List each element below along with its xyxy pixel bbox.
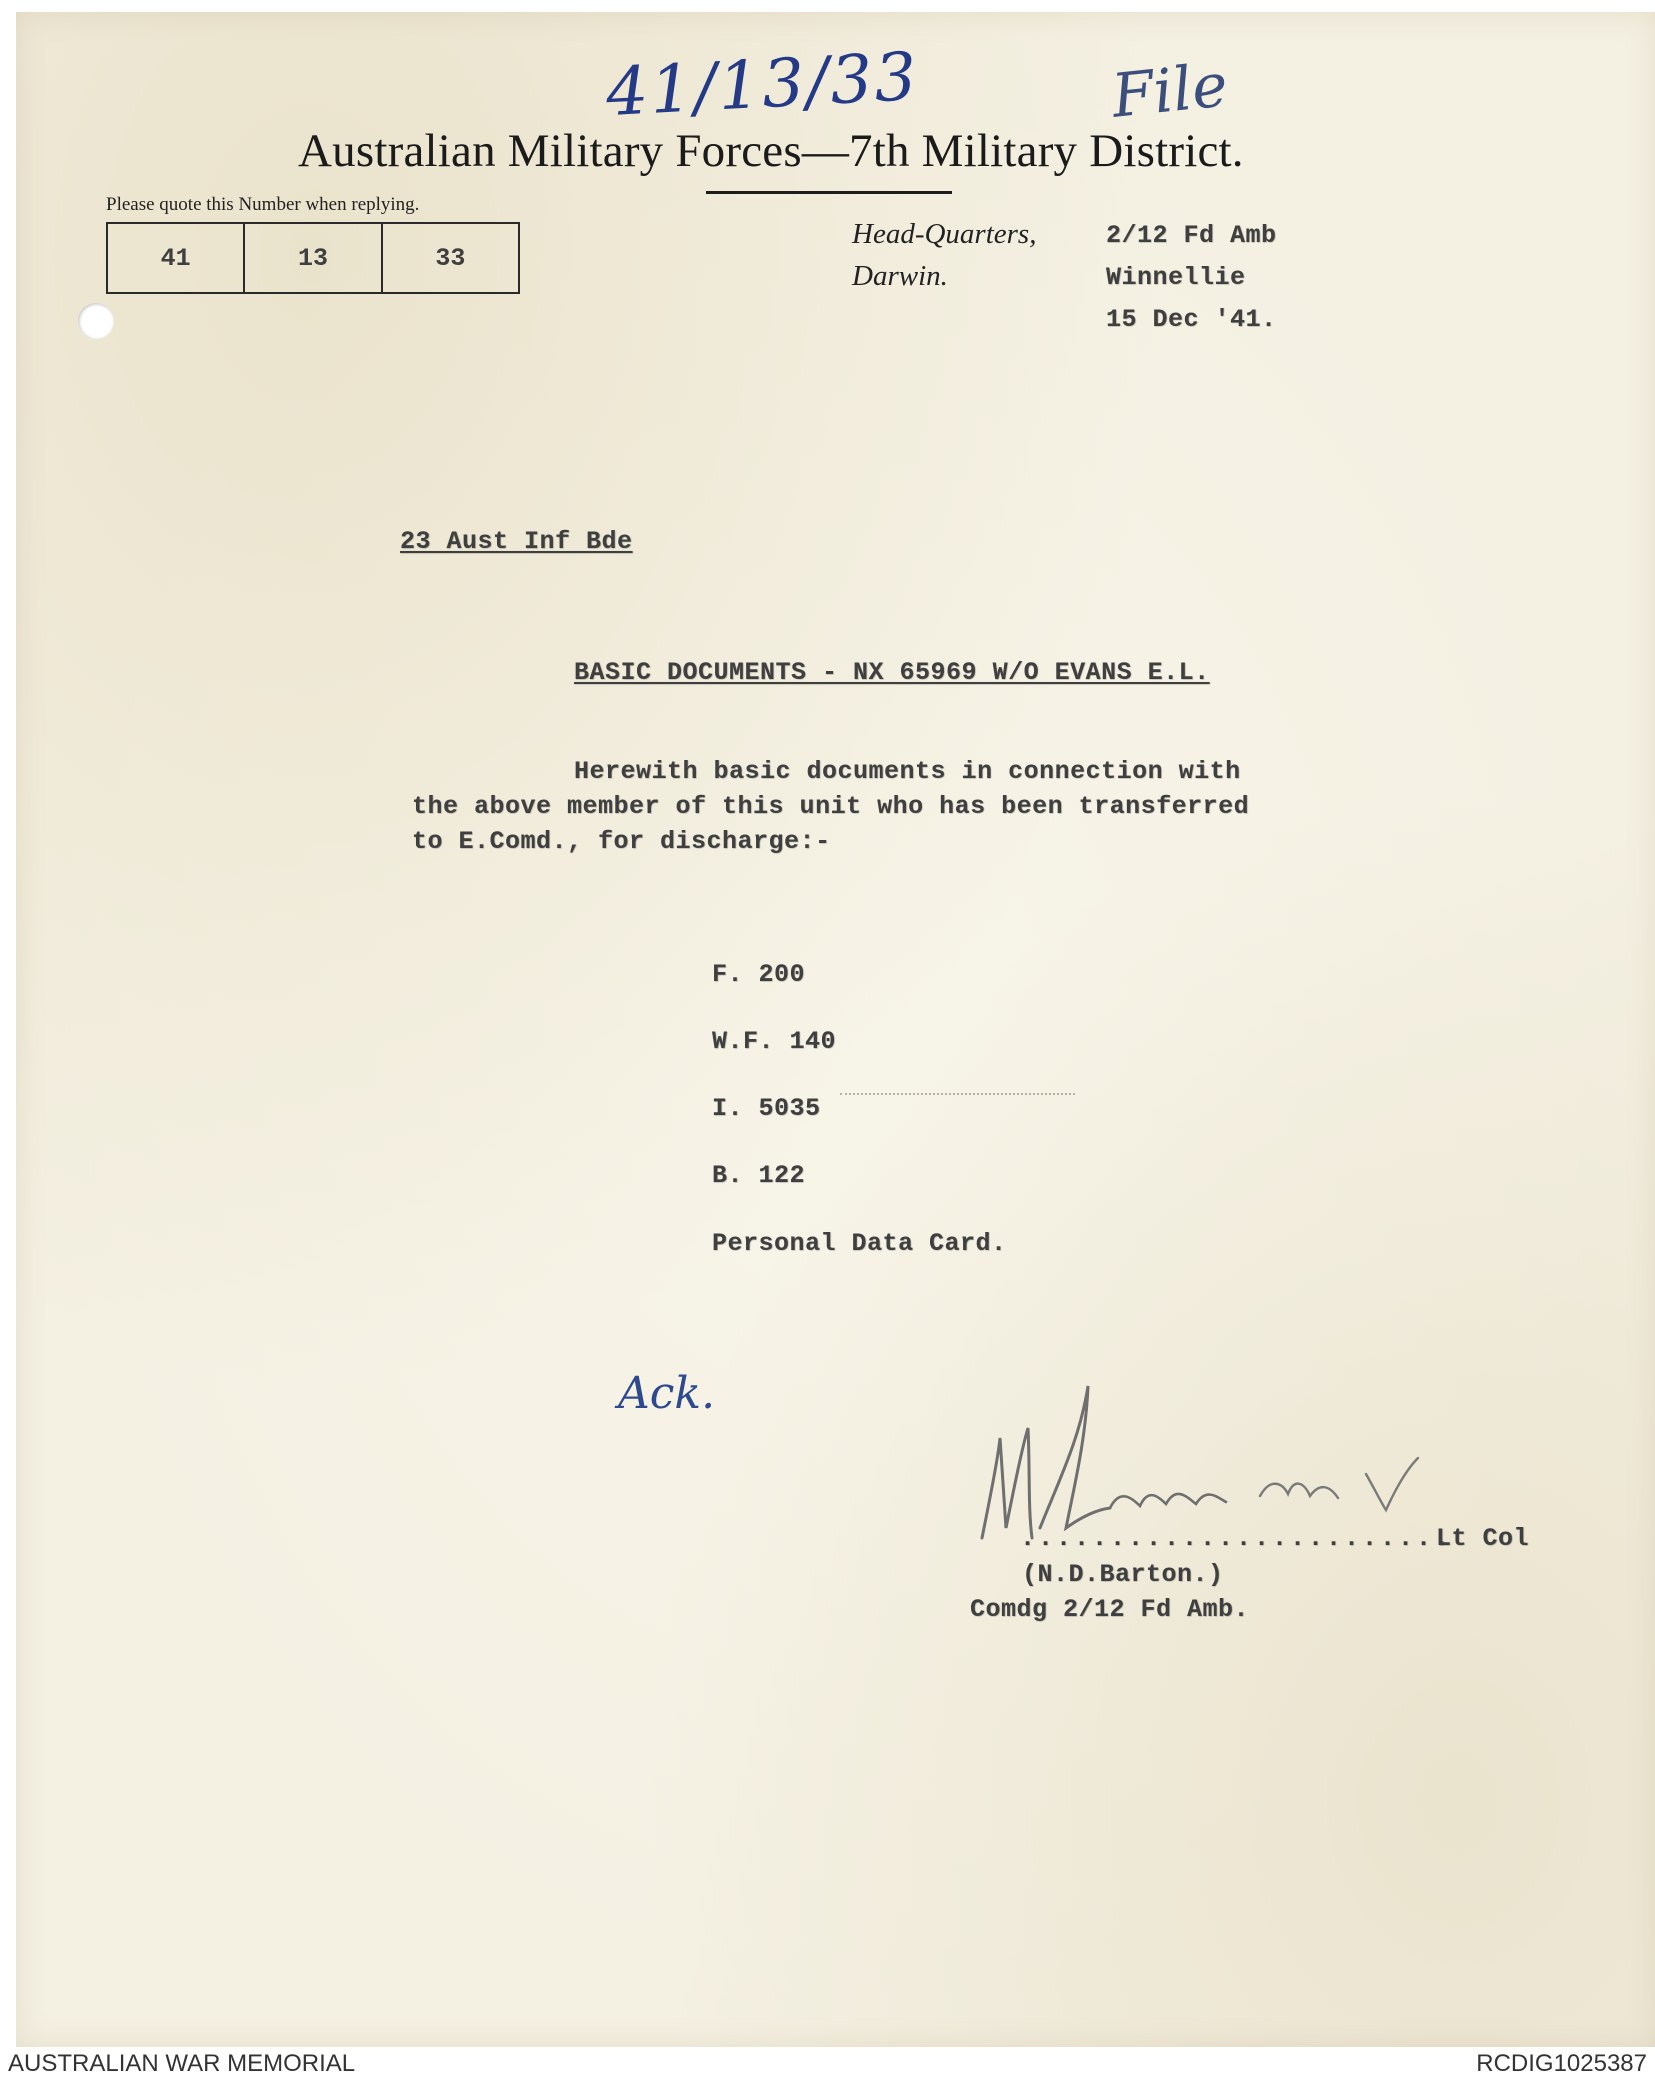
signature-rank: Lt Col	[1436, 1524, 1530, 1553]
document-item: I. 5035	[712, 1094, 821, 1123]
document-item: W.F. 140	[712, 1027, 837, 1056]
footer-credit: AUSTRALIAN WAR MEMORIAL	[8, 2050, 356, 2077]
body-line: the above member of this unit who has been transferred	[412, 792, 1250, 821]
ref-number-cell: 41	[160, 243, 191, 273]
sender-unit: 2/12 Fd Amb	[1106, 221, 1277, 250]
reference-number-box	[106, 222, 520, 294]
quote-number-note: Please quote this Number when replying.	[106, 194, 420, 215]
headquarters-location: Darwin.	[852, 260, 948, 292]
ref-number-cell: 13	[243, 224, 380, 292]
dotted-leader	[840, 1093, 1075, 1095]
body-line: Herewith basic documents in connection with	[574, 757, 1241, 786]
signatory-name: (N.D.Barton.)	[1022, 1560, 1224, 1589]
document-item: F. 200	[712, 960, 806, 989]
document-item: B. 122	[712, 1161, 806, 1190]
body-line: to E.Comd., for discharge:-	[412, 827, 831, 856]
handwritten-file-note: File	[1108, 50, 1231, 132]
subject-line: BASIC DOCUMENTS - NX 65969 W/O EVANS E.L.	[574, 658, 1210, 687]
letterhead-rule	[706, 191, 952, 194]
headquarters-label: Head-Quarters,	[852, 218, 1037, 250]
sender-location: Winnellie	[1106, 263, 1246, 292]
letter-date: 15 Dec '41.	[1106, 305, 1277, 334]
addressee: 23 Aust Inf Bde	[400, 527, 633, 556]
signature-dots: ........................	[1020, 1524, 1453, 1553]
letterhead-title: Australian Military Forces—7th Military District.	[298, 125, 1244, 177]
ref-number-cell: 33	[381, 224, 518, 292]
footer-record-id: RCDIG1025387	[1476, 2050, 1647, 2077]
punch-hole	[78, 303, 114, 339]
signatory-appointment: Comdg 2/12 Fd Amb.	[970, 1595, 1250, 1624]
document-item: Personal Data Card.	[712, 1229, 1007, 1258]
handwritten-ack: Ack.	[618, 1368, 716, 1419]
handwritten-file-number: 41/13/33	[604, 37, 921, 132]
